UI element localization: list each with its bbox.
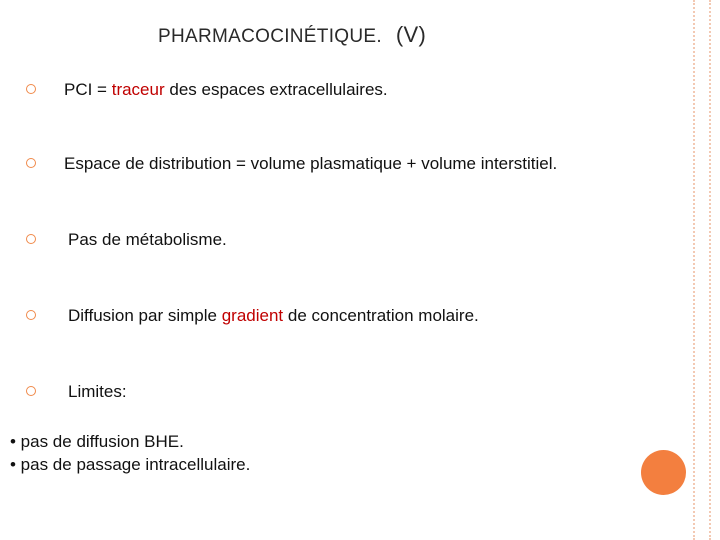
sub-item-bhe: • pas de diffusion BHE. <box>10 432 184 451</box>
bullet-pci-tracer <box>26 80 388 100</box>
bullet-diffusion <box>26 306 479 326</box>
circle-bullet-icon <box>26 84 36 94</box>
bullet-highlight-traceur: traceur <box>111 80 165 99</box>
bullet-no-metabolism <box>26 230 227 250</box>
limits-sublist <box>10 430 250 476</box>
bullet-text: des espaces extracellulaires. <box>164 80 388 99</box>
slide-title <box>158 22 426 48</box>
slide-title-main: PHARMACOCINÉTIQUE. <box>158 26 382 47</box>
decorative-orange-circle <box>641 450 686 495</box>
sub-item-intracellular: • pas de passage intracellulaire. <box>10 455 251 474</box>
bullet-text: Pas de métabolisme. <box>68 230 227 249</box>
bullet-text: Diffusion par simple <box>68 306 222 325</box>
right-border-dotted-line-outer <box>709 0 711 540</box>
right-border-dotted-line <box>693 0 695 540</box>
bullet-text: Espace de distribution = volume plasmatique + volume interstitiel. <box>64 154 558 173</box>
bullet-text: PCI = <box>64 80 112 99</box>
bullet-highlight-gradient: gradient <box>221 306 284 325</box>
slide-title-roman: (V) <box>395 22 427 47</box>
circle-bullet-icon <box>26 310 36 320</box>
bullet-limits <box>26 382 127 402</box>
circle-bullet-icon <box>26 158 36 168</box>
circle-bullet-icon <box>26 234 36 244</box>
bullet-distribution-space <box>26 154 557 174</box>
circle-bullet-icon <box>26 386 36 396</box>
bullet-text: de concentration molaire. <box>283 306 479 325</box>
bullet-text: Limites: <box>68 382 127 401</box>
